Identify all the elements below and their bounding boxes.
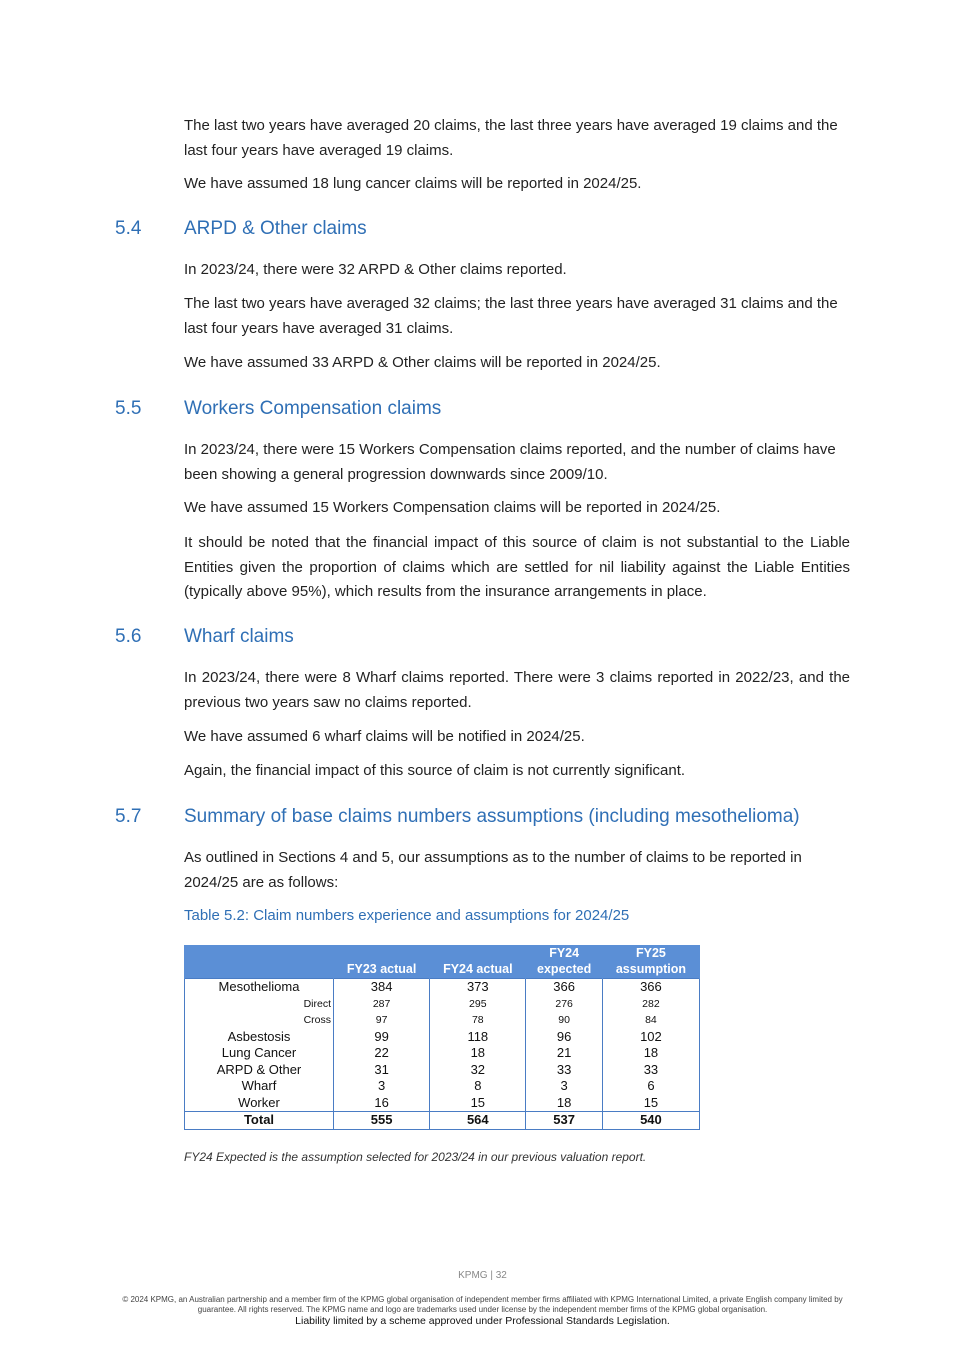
cell: 18	[526, 1095, 602, 1112]
section-number: 5.6	[115, 626, 142, 647]
cell: 78	[430, 1012, 526, 1029]
section-number: 5.7	[115, 806, 142, 827]
cell: 118	[430, 1029, 526, 1046]
row-label: Worker	[185, 1095, 334, 1112]
section-title: Wharf claims	[184, 626, 294, 647]
row-label: Cross	[185, 1012, 334, 1029]
row-label: ARPD & Other	[185, 1062, 334, 1079]
cell: 276	[526, 996, 602, 1013]
row-label: Mesothelioma	[185, 979, 334, 996]
cell: 31	[334, 1062, 430, 1079]
table-row	[185, 1045, 700, 1062]
section-heading-5-5	[115, 398, 441, 420]
section-heading-5-7	[115, 806, 800, 828]
header-cell-fy24-expected: FY24 expected	[526, 945, 602, 979]
cell: 384	[334, 979, 430, 996]
cell: 15	[602, 1095, 699, 1112]
header-cell-fy24-actual: FY24 actual	[430, 945, 526, 979]
cell: 366	[526, 979, 602, 996]
cell: 537	[526, 1112, 602, 1130]
section-number: 5.4	[115, 218, 142, 239]
table-row	[185, 979, 700, 996]
header-cell	[185, 945, 334, 979]
table-total-row	[185, 1112, 700, 1130]
cell: 366	[602, 979, 699, 996]
cell: 18	[430, 1045, 526, 1062]
footer-legal-text: © 2024 KPMG, an Australian partnership and a member firm of the KPMG global organisation of independent member firms affiliated with KPMG International Limited, a private English company limited by guarantee. All rights reserved. The KPMG name and logo are trademarks used under license by the independent member firms of the KPMG global organisation.	[122, 1295, 843, 1314]
cell: 287	[334, 996, 430, 1013]
header-cell-fy25-assumption: FY25 assumption	[602, 945, 699, 979]
cell: 16	[334, 1095, 430, 1112]
paragraph: Again, the financial impact of this source of claim is not currently significant.	[184, 762, 686, 779]
claims-table	[184, 945, 700, 1130]
cell: 33	[602, 1062, 699, 1079]
section-number: 5.5	[115, 398, 142, 419]
table-note: FY24 Expected is the assumption selected for 2023/24 in our previous valuation report.	[184, 1150, 647, 1164]
section-title: ARPD & Other claims	[184, 218, 367, 239]
paragraph: We have assumed 6 wharf claims will be notified in 2024/25.	[184, 728, 585, 745]
section-heading-5-4	[115, 218, 367, 240]
cell: 15	[430, 1095, 526, 1112]
cell: 99	[334, 1029, 430, 1046]
table-row	[185, 1029, 700, 1046]
row-label: Total	[185, 1112, 334, 1130]
section-title: Workers Compensation claims	[184, 398, 442, 419]
cell: 18	[602, 1045, 699, 1062]
table-caption: Table 5.2: Claim numbers experience and assumptions for 2024/25	[184, 907, 630, 924]
table-row	[185, 996, 700, 1013]
cell: 97	[334, 1012, 430, 1029]
cell: 8	[430, 1078, 526, 1095]
paragraph: We have assumed 33 ARPD & Other claims will be reported in 2024/25.	[184, 354, 661, 371]
table-header-row	[185, 945, 700, 979]
section-heading-5-6	[115, 626, 294, 648]
paragraph: The last two years have averaged 20 claims, the last three years have averaged 19 claims and the last four years have averaged 19 claims.	[184, 117, 838, 159]
cell: 84	[602, 1012, 699, 1029]
cell: 540	[602, 1112, 699, 1130]
row-label: Wharf	[185, 1078, 334, 1095]
table-row	[185, 1062, 700, 1079]
paragraph: The last two years have averaged 32 claims; the last three years have averaged 31 claims and the last four years have averaged 31 claims.	[184, 295, 838, 337]
table-row	[185, 1012, 700, 1029]
cell: 555	[334, 1112, 430, 1130]
cell: 3	[526, 1078, 602, 1095]
paragraph: We have assumed 18 lung cancer claims will be reported in 2024/25.	[184, 175, 642, 192]
header-cell-fy23-actual: FY23 actual	[334, 945, 430, 979]
page-number: KPMG | 32	[458, 1270, 507, 1281]
cell: 96	[526, 1029, 602, 1046]
paragraph: We have assumed 15 Workers Compensation claims will be reported in 2024/25.	[184, 499, 721, 516]
cell: 21	[526, 1045, 602, 1062]
cell: 3	[334, 1078, 430, 1095]
row-label: Asbestosis	[185, 1029, 334, 1046]
cell: 295	[430, 996, 526, 1013]
cell: 564	[430, 1112, 526, 1130]
cell: 373	[430, 979, 526, 996]
row-label: Lung Cancer	[185, 1045, 334, 1062]
cell: 33	[526, 1062, 602, 1079]
paragraph: In 2023/24, there were 32 ARPD & Other claims reported.	[184, 261, 567, 278]
paragraph: It should be noted that the financial impact of this source of claim is not substantial to the Liable Entities given the proportion of claims which are settled for nil liability against the Liable Entities (typically above 95%), which results from the insurance arrangements in place.	[184, 534, 850, 600]
paragraph: As outlined in Sections 4 and 5, our assumptions as to the number of claims to be reported in 2024/25 are as follows:	[184, 849, 802, 891]
section-title: Summary of base claims numbers assumptions (including mesothelioma)	[184, 806, 800, 827]
cell: 22	[334, 1045, 430, 1062]
cell: 282	[602, 996, 699, 1013]
cell: 102	[602, 1029, 699, 1046]
cell: 6	[602, 1078, 699, 1095]
paragraph: In 2023/24, there were 15 Workers Compensation claims reported, and the number of claims have been showing a general progression downwards since 2009/10.	[184, 441, 836, 483]
row-label: Direct	[185, 996, 334, 1013]
table-row	[185, 1095, 700, 1112]
cell: 90	[526, 1012, 602, 1029]
cell: 32	[430, 1062, 526, 1079]
paragraph: In 2023/24, there were 8 Wharf claims reported. There were 3 claims reported in 2022/23, and the previous two years saw no claims reported.	[184, 669, 850, 711]
footer-liability-text: Liability limited by a scheme approved under Professional Standards Legislation.	[295, 1315, 670, 1327]
table-row	[185, 1078, 700, 1095]
